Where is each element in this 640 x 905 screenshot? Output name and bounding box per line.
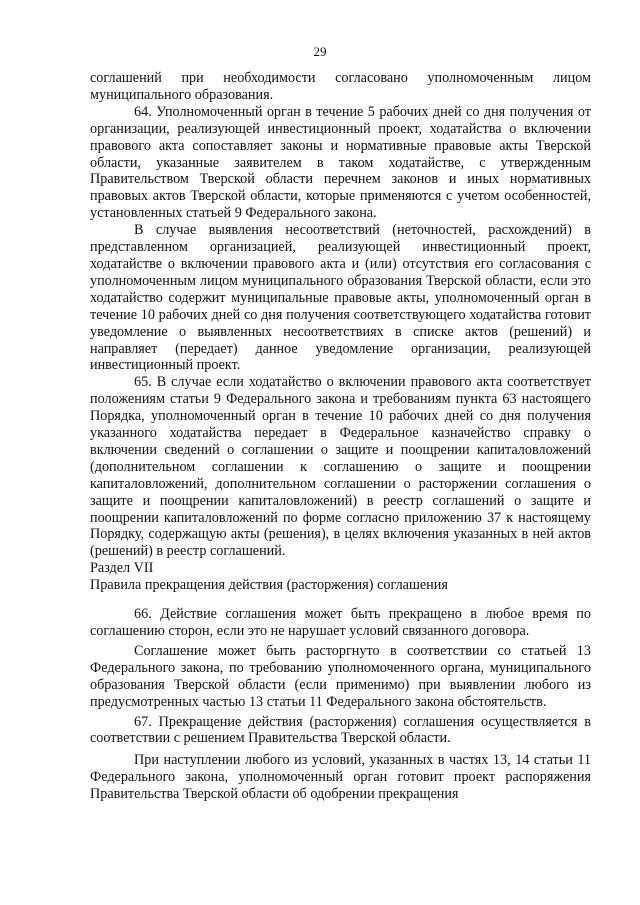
document-body [90,70,591,803]
paragraph-66: 66. Действие соглашения может быть прекращено в любое время по соглашению сторон, если это не нарушает условий связанного договора. [90,606,591,639]
paragraph-67: 67. Прекращение действия (расторжения) соглашения осуществляется в соответствии с решением Правительства Тверской области. [90,713,591,747]
paragraph: Соглашение может быть расторгнуто в соответствии со статьей 13 Федерального закона, по требованию уполномоченного органа, муниципального образования Тверской области (если применимо) при выявлении любого из предусмотренных частью 13 статьи 11 Федерального закона обстоятельств. [90,642,591,710]
paragraph-64: 64. Уполномоченный орган в течение 5 рабочих дней со дня получения от организации, реализующей инвестиционный проект, ходатайства о включении правового акта сопоставляет законы и нормативные правовые акты Тверской области, указанные заявителем в таком ходатайстве, с утвержденным Правительством Тверской области перечнем законов и иных нормативных правовых актов Тверской области, которые применяются с учетом особенностей, установленных статьей 9 Федерального закона. [90,103,591,222]
paragraph: соглашений при необходимости согласовано уполномоченным лицом муниципального образования. [90,70,591,103]
paragraph: В случае выявления несоответствий (неточностей, расхождений) в представленном организацией, реализующей инвестиционный проект, ходатайстве о включении правового акта и (или) отсутствия его согласования с уполномоченным лицом муниципального образования Тверской области, если это ходатайство содержит муниципальные правовые акты, уполномоченный орган в течение 10 рабочих дней со дня получения соответствующего ходатайства готовит уведомление о выявленных несоответствиях в списке актов (решений) и направляет (передает) данное уведомление организации, реализующей инвестиционный проект. [90,222,591,374]
section-title: Раздел VII [90,560,154,577]
page-number: 29 [313,44,327,59]
paragraph: При наступлении любого из условий, указанных в частях 13, 14 статьи 11 Федерального закона, уполномоченный орган готовит проект распоряжения Правительства Тверской области об одобрении прекращения [90,752,591,803]
paragraph-65: 65. В случае если ходатайство о включении правового акта соответствует положениям статьи 9 Федерального закона и требованиям пункта 63 настоящего Порядка, уполномоченный орган в течение 10 рабочих дней со дня получения указанного ходатайства передает в Федеральное казначейство справку о включении сведений о соглашении о защите и поощрении капиталовложений (дополнительном соглашении к соглашению о защите и поощрении капиталовложений, дополнительном соглашении о расторжении соглашения о защите и поощрении капиталовложений) в реестр соглашений о защите и поощрении капиталовложений по форме согласно приложению 37 к настоящему Порядку, содержащую акты (решения), в целях включения указанных в ней актов (решений) в реестр соглашений. [90,374,591,560]
section-subtitle: Правила прекращения действия (расторжения) соглашения [90,577,448,594]
